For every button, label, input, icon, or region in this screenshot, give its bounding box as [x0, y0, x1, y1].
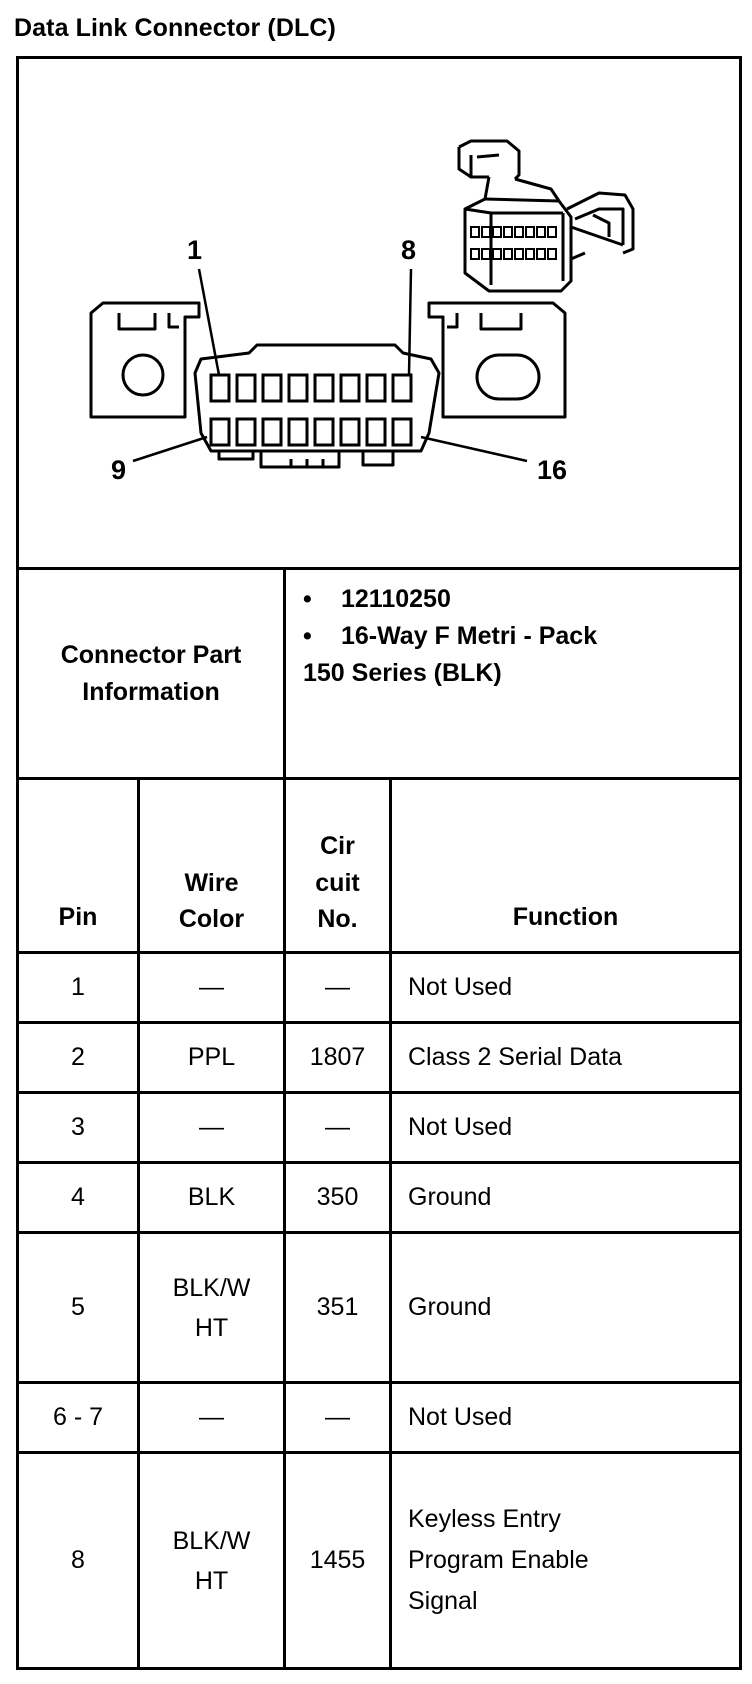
- table-row-2-circuit: [286, 1024, 389, 1091]
- pin-label-9: 9: [111, 455, 127, 485]
- connector-frame: [16, 56, 742, 1670]
- connector-info-label-line1: Connector Part: [60, 641, 242, 670]
- function-value: Ground: [408, 1293, 492, 1322]
- pin-value: 6 - 7: [52, 1403, 104, 1432]
- table-row-1-circuit: [286, 954, 389, 1021]
- connector-face-drawing: [91, 303, 565, 467]
- table-row-6-function: [392, 1384, 739, 1451]
- table-row-5-pin: [19, 1234, 137, 1381]
- page-title: Data Link Connector (DLC): [14, 14, 336, 42]
- table-row-5-circuit: [286, 1234, 389, 1381]
- connector-diagram: [19, 59, 739, 567]
- pin-label-1: 1: [187, 235, 203, 265]
- connector-info-label-line2: Information: [82, 677, 220, 706]
- connector-info-bullet-1: • 12110250: [303, 585, 451, 613]
- header-circuit-no: [286, 780, 389, 951]
- circuit-value: —: [325, 973, 350, 1002]
- table-row-3-function: [392, 1094, 739, 1161]
- wire-value: —: [199, 973, 224, 1002]
- table-row-7-wire: [140, 1454, 283, 1667]
- part-number: 12110250: [341, 585, 451, 613]
- table-row-3-circuit: [286, 1094, 389, 1161]
- header-pin: [19, 780, 137, 951]
- header-function-label: Function: [512, 903, 619, 932]
- pin-value: 4: [71, 1183, 85, 1212]
- circuit-value: 1455: [309, 1546, 366, 1575]
- table-row-5-wire: [140, 1234, 283, 1381]
- table-row-5-function: [392, 1234, 739, 1381]
- table-row-4-function: [392, 1164, 739, 1231]
- wire-value: —: [199, 1113, 224, 1142]
- connector-3d-sketch: [459, 141, 633, 291]
- table-row-2-pin: [19, 1024, 137, 1091]
- connector-info-extra: [303, 659, 502, 688]
- pin-value: 2: [71, 1043, 85, 1072]
- function-value: Not Used: [408, 1113, 513, 1142]
- table-row-1-pin: [19, 954, 137, 1021]
- table-row-1-wire: [140, 954, 283, 1021]
- function-value: Not Used: [408, 973, 513, 1002]
- header-wire-line2: Color: [178, 904, 245, 933]
- table-row-7-function: [392, 1454, 739, 1667]
- function-value-line3: Signal: [408, 1587, 478, 1616]
- wire-value: BLK/W: [172, 1273, 251, 1302]
- table-row-7-pin: [19, 1454, 137, 1667]
- header-function: [392, 780, 739, 951]
- dlc-illustration: [19, 59, 739, 567]
- table-row-2-function: [392, 1024, 739, 1091]
- wire-value-cont: HT: [194, 1566, 229, 1595]
- connector-type: 16-Way F Metri - Pack: [341, 622, 598, 650]
- circuit-value: 1807: [309, 1043, 366, 1072]
- function-value: Class 2 Serial Data: [408, 1043, 622, 1072]
- table-row-6-circuit: [286, 1384, 389, 1451]
- circuit-value: 351: [316, 1293, 359, 1322]
- wire-value: BLK/W: [172, 1526, 251, 1555]
- wire-value-cont: HT: [194, 1313, 229, 1342]
- pin-value: 5: [71, 1293, 85, 1322]
- header-circuit-line3: No.: [317, 904, 358, 933]
- circuit-value: 350: [316, 1183, 359, 1212]
- header-circuit-line1: Cir: [320, 832, 355, 861]
- pin-value: 8: [71, 1546, 85, 1575]
- table-row-4-wire: [140, 1164, 283, 1231]
- pin-value: 1: [71, 973, 85, 1002]
- circuit-value: —: [325, 1113, 350, 1142]
- header-wire-color: [140, 780, 283, 951]
- connector-info-bullet-2: • 16-Way F Metri - Pack: [303, 622, 598, 650]
- table-row-7-circuit: [286, 1454, 389, 1667]
- table-row-3-wire: [140, 1094, 283, 1161]
- header-circuit-line2: cuit: [315, 868, 360, 897]
- connector-info-label: [19, 570, 283, 777]
- wire-value: BLK: [187, 1183, 236, 1212]
- table-row-1-function: [392, 954, 739, 1021]
- function-value: Not Used: [408, 1403, 513, 1432]
- wire-value: PPL: [187, 1043, 236, 1072]
- pin-number-labels: [111, 235, 567, 485]
- circuit-value: —: [325, 1403, 350, 1432]
- pin-cavities: [211, 375, 411, 445]
- table-row-6-pin: [19, 1384, 137, 1451]
- table-row-6-wire: [140, 1384, 283, 1451]
- header-wire-line1: Wire: [184, 868, 239, 897]
- connector-series: 150 Series (BLK): [303, 659, 502, 687]
- function-value: Ground: [408, 1183, 492, 1212]
- pin-value: 3: [71, 1113, 85, 1142]
- connector-info-details: [285, 567, 739, 789]
- table-row-4-pin: [19, 1164, 137, 1231]
- table-row-3-pin: [19, 1094, 137, 1161]
- pin-leader-lines: [133, 269, 527, 461]
- connector-3d-cavities: [471, 227, 556, 259]
- pin-label-8: 8: [401, 235, 417, 265]
- table-row-2-wire: [140, 1024, 283, 1091]
- function-value-line1: Keyless Entry: [408, 1504, 561, 1533]
- header-pin-label: Pin: [58, 903, 98, 932]
- pin-label-16: 16: [537, 455, 568, 485]
- wire-value: —: [199, 1403, 224, 1432]
- table-row-4-circuit: [286, 1164, 389, 1231]
- function-value-line2: Program Enable: [408, 1545, 589, 1574]
